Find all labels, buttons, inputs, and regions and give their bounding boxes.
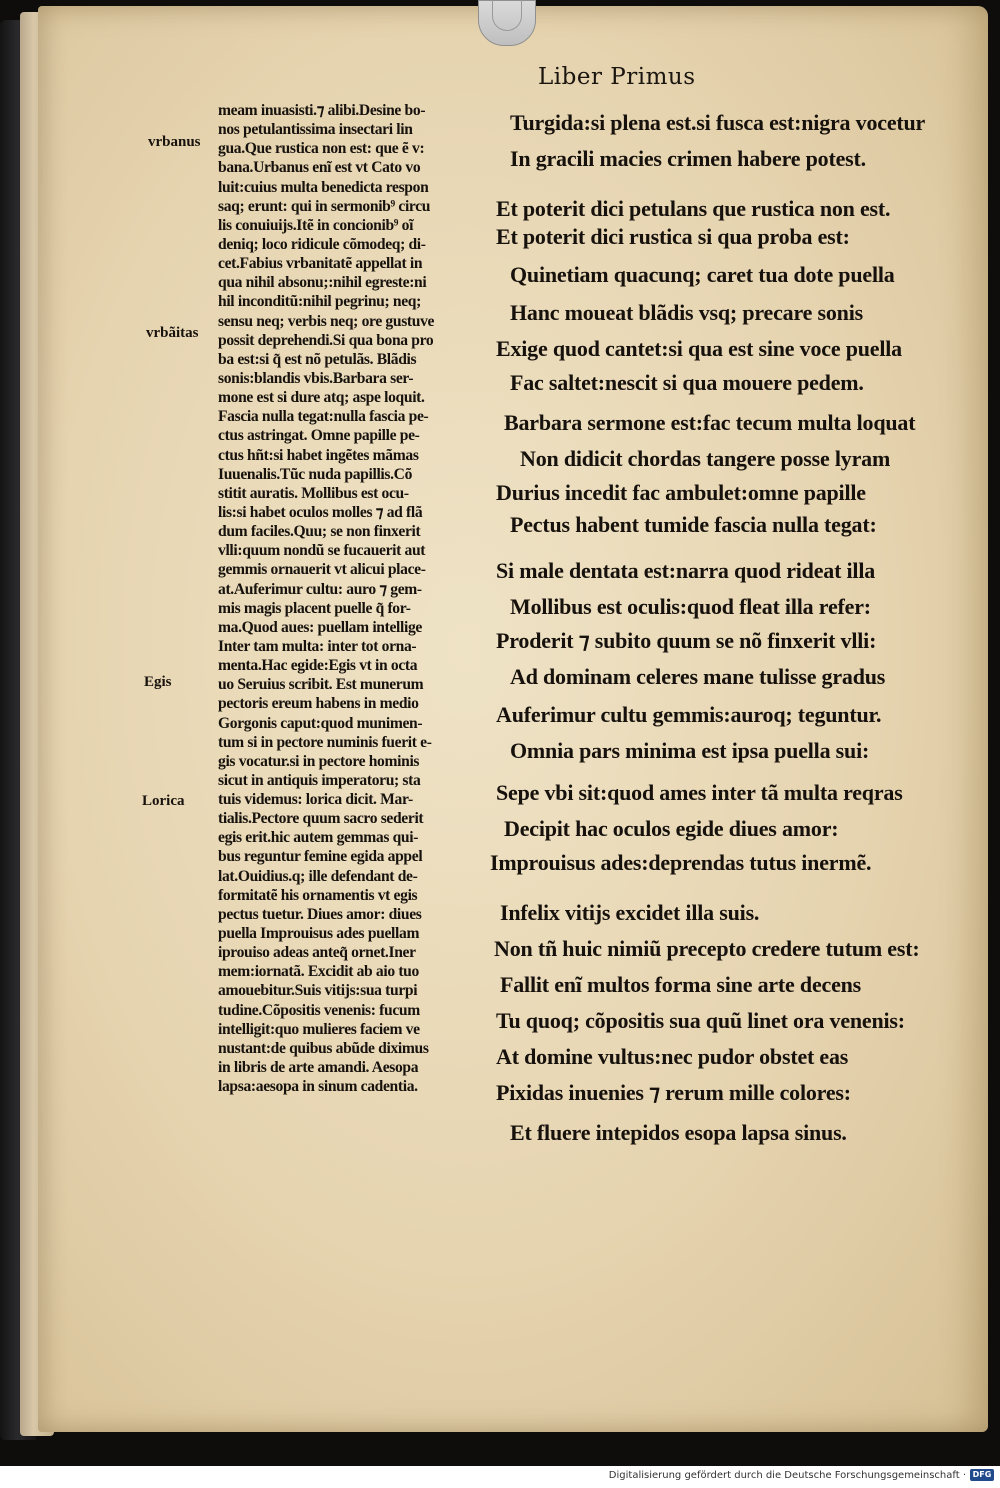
verse-line: Infelix vitijs excidet illa suis. xyxy=(500,900,760,925)
commentary-line: nos petulantissima insectari lin xyxy=(218,121,413,139)
commentary-line: meam inuasisti.⁊ alibi.Desine bo- xyxy=(218,102,426,119)
verse-line: Ad dominam celeres mane tulisse gradus xyxy=(510,664,886,689)
commentary-line: tialis.Pectore quum sacro sederit xyxy=(218,810,424,828)
margin-note-egis: Egis xyxy=(144,674,172,690)
commentary-line: vlli:quum nondũ se fucauerit aut xyxy=(218,542,426,560)
page-clip-loop xyxy=(492,0,522,31)
commentary-line: stitit auratis. Mollibus est ocu- xyxy=(218,484,409,502)
commentary-column xyxy=(218,101,486,1096)
commentary-line: ba est:si q̃ est nõ petulãs. Blãdis xyxy=(218,350,417,368)
commentary-line: at.Auferimur cultu: auro ⁊ gem- xyxy=(218,580,422,598)
verse-line: Mollibus est oculis:quod fleat illa refer: xyxy=(510,594,871,619)
verse-line: Non tñ huic nimiũ precepto credere tutum est: xyxy=(494,936,920,961)
verse-line: In gracili macies crimen habere potest. xyxy=(510,146,866,171)
commentary-line: Fascia nulla tegat:nulla fascia pe- xyxy=(218,408,429,426)
commentary-line: Iuuenalis.Tũc nuda papillis.Cõ xyxy=(218,465,413,483)
verse-line: Et fluere intepidos esopa lapsa sinus. xyxy=(510,1120,847,1145)
verse-line: Improuisus ades:deprendas tutus inermẽ. xyxy=(490,850,872,875)
margin-note-vrbanus: vrbanus xyxy=(148,134,201,150)
commentary-line: mone est si dure atq; aspe loquit. xyxy=(218,389,425,407)
verse-line: Exige quod cantet:si qua est sine voce puella xyxy=(496,336,902,361)
commentary-line: intelligit:quo mulieres faciem ve xyxy=(218,1020,420,1038)
commentary-line: qua nihil absonu;:nihil egreste:ni xyxy=(218,274,427,292)
verse-line: Turgida:si plena est.si fusca est:nigra vocetur xyxy=(510,110,926,135)
commentary-line: hil inconditũ:nihil pegrinu; neq; xyxy=(218,293,421,311)
commentary-line: tuis videmus: lorica dicit. Mar- xyxy=(218,791,413,809)
commentary-line: gua.Que rustica non est: que ẽ v: xyxy=(218,140,425,158)
commentary-line: possit deprehendi.Si qua bona pro xyxy=(218,331,434,349)
commentary-line: formitatẽ his ornamentis vt egis xyxy=(218,886,418,904)
verse-line: Hanc moueat blãdis vsq; precare sonis xyxy=(510,300,863,325)
commentary-line: cet.Fabius vrbanitatẽ appellat in xyxy=(218,255,423,273)
verse-line: Auferimur cultu gemmis:auroq; teguntur. xyxy=(496,702,882,727)
commentary-line: luit:cuius multa benedicta respon xyxy=(218,178,429,196)
commentary-line: bana.Urbanus enĩ est vt Cato vo xyxy=(218,159,421,177)
verse-line: Quinetiam quacunq; caret tua dote puella xyxy=(510,262,895,287)
commentary-line: puella Improuisus ades puellam xyxy=(218,925,420,943)
verse-line: Decipit hac oculos egide diues amor: xyxy=(504,816,839,841)
commentary-line: tudine.Cõpositis venenis: fucum xyxy=(218,1001,420,1019)
commentary-line: lis conuiuijs.Itẽ in concionib⁹ oĩ xyxy=(218,216,414,234)
commentary-line: lat.Ouidius.q; ille defendant de- xyxy=(218,867,418,885)
commentary-line: bus reguntur femine egida appel xyxy=(218,848,423,866)
commentary-line: uo Seruius scribit. Est munerum xyxy=(218,676,424,694)
margin-note-lorica: Lorica xyxy=(142,793,185,809)
commentary-line: lapsa:aesopa in sinum cadentia. xyxy=(218,1078,418,1096)
commentary-line: nustant:de quibus abũde diximus xyxy=(218,1039,429,1057)
commentary-line: dum faciles.Quu; se non finxerit xyxy=(218,523,421,541)
commentary-line: gis vocatur.si in pectore hominis xyxy=(218,752,420,770)
commentary-line: ctus hñt:si habet ingẽtes mãmas xyxy=(218,446,419,464)
commentary-line: tum si in pectore numinis fuerit e- xyxy=(218,733,432,751)
commentary-line: ma.Quod aues: puellam intellige xyxy=(218,618,423,636)
commentary-line: Gorgonis caput:quod munimen- xyxy=(218,714,423,732)
commentary-line: in libris de arte amandi. Aesopa xyxy=(218,1059,419,1077)
funding-credit: Digitalisierung gefördert durch die Deutsche Forschungsgemeinschaft · xyxy=(608,1470,966,1481)
commentary-line: egis erit.hic autem gemmas qui- xyxy=(218,829,419,847)
commentary-line: gemmis ornauerit vt alicui place- xyxy=(218,561,426,579)
commentary-line: sicut in antiquis imperatoru; sta xyxy=(218,771,421,789)
commentary-line: Inter tam multa: inter tot orna- xyxy=(218,637,417,655)
verse-line: Si male dentata est:narra quod rideat illa xyxy=(496,558,876,583)
commentary-line: pectus tuetur. Diues amor: diues xyxy=(218,905,422,923)
verse-line: Et poterit dici petulans que rustica non est. xyxy=(496,196,891,221)
commentary-line: ctus astringat. Omne papille pe- xyxy=(218,427,420,445)
verse-line: Barbara sermone est:fac tecum multa loquat xyxy=(504,410,916,435)
commentary-line: pectoris ereum habens in medio xyxy=(218,695,419,713)
commentary-line: saq; erunt: qui in sermonib⁹ circu xyxy=(218,197,431,215)
commentary-line: sonis:blandis vbis.Barbara ser- xyxy=(218,369,414,387)
verse-line: Fac saltet:nescit si qua mouere pedem. xyxy=(510,370,864,395)
verse-line: Et poterit dici rustica si qua proba est: xyxy=(496,224,850,249)
dfg-logo: DFG xyxy=(970,1469,994,1481)
verse-line: Pixidas inuenies ⁊ rerum mille colores: xyxy=(496,1080,851,1105)
verse-line: Durius incedit fac ambulet:omne papille xyxy=(496,480,866,505)
commentary-line: sensu neq; verbis neq; ore gustuve xyxy=(218,312,435,330)
verse-line: At domine vultus:nec pudor obstet eas xyxy=(496,1044,849,1069)
commentary-line: mem:iornatã. Excidit ab aio tuo xyxy=(218,963,419,981)
verse-line: Pectus habent tumide fascia nulla tegat: xyxy=(510,512,877,537)
running-header: Liber Primus xyxy=(538,64,696,90)
verse-line: Omnia pars minima est ipsa puella sui: xyxy=(510,738,870,763)
commentary-line: lis:si habet oculos molles ⁊ ad flã xyxy=(218,503,423,521)
commentary-line: mis magis placent puelle q̃ for- xyxy=(218,599,411,617)
verse-line: Sepe vbi sit:quod ames inter tã multa reqras xyxy=(496,780,903,805)
commentary-line: amouebitur.Suis vitijs:sua turpi xyxy=(218,982,418,1000)
verse-line: Non didicit chordas tangere posse lyram xyxy=(520,446,891,471)
verse-line: Tu quoq; cõpositis sua quũ linet ora venenis: xyxy=(496,1008,905,1033)
verse-line: Proderit ⁊ subito quum se nõ finxerit vlli: xyxy=(496,628,877,653)
commentary-line: iprouiso adeas anteq̃ ornet.Iner xyxy=(218,944,416,962)
margin-note-vrbanitas: vrbãitas xyxy=(146,325,199,341)
verse-line: Fallit enĩ multos forma sine arte decens xyxy=(500,972,862,997)
commentary-line: deniq; loco ridicule cõmodeq; di- xyxy=(218,235,426,253)
commentary-line: menta.Hac egide:Egis vt in octa xyxy=(218,657,418,675)
